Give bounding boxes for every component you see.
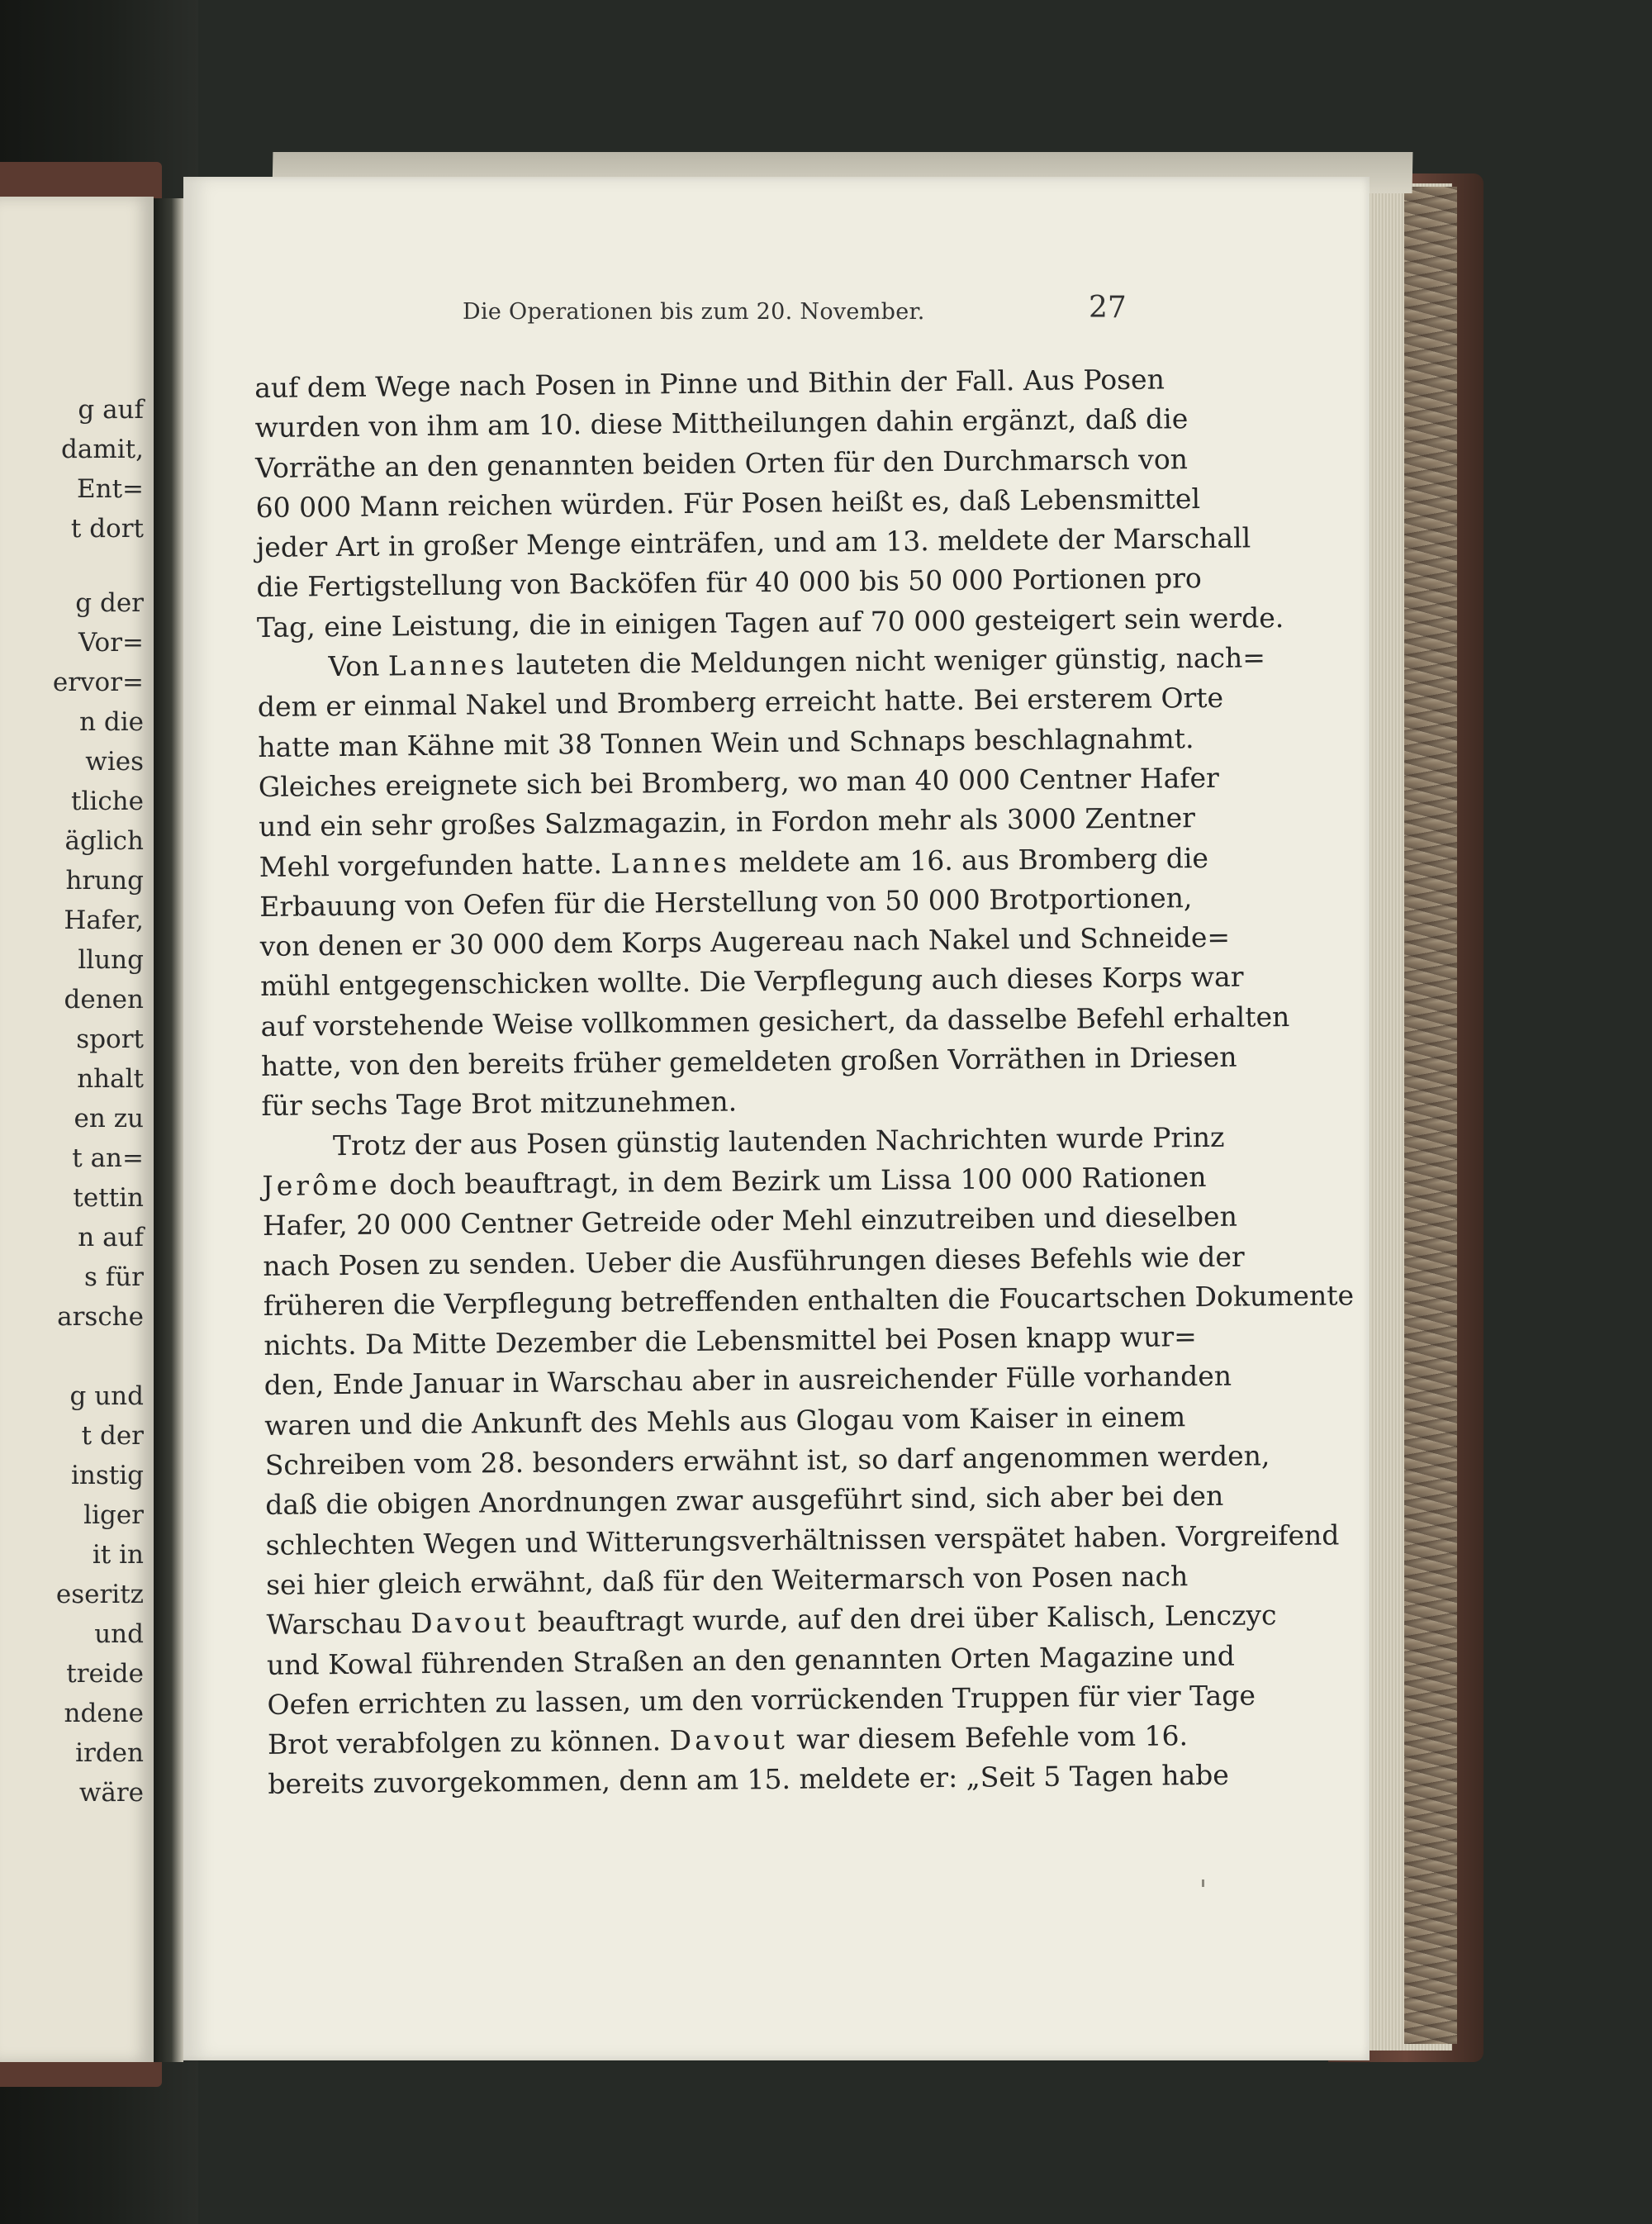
facing-page	[0, 197, 154, 2062]
spaced-name: Lannes	[387, 649, 508, 682]
facing-page-fragment: Hafer,	[64, 905, 144, 935]
text-segment: Tag, eine Leistung, die in einigen Tagen auf 70 000 gesteigert sein werde.	[256, 601, 1284, 644]
text-segment: nach Posen zu senden. Ueber die Ausführungen dieses Befehls wie der	[263, 1240, 1245, 1282]
text-segment: Gleiches ereignete sich bei Bromberg, wo man 40 000 Centner Hafer	[258, 761, 1219, 803]
facing-page-fragment: wies	[85, 747, 144, 777]
text-segment: auf dem Wege nach Posen in Pinne und Bithin der Fall. Aus Posen	[254, 363, 1165, 404]
facing-page-fragment: en zu	[74, 1104, 144, 1133]
facing-page-fragment: denen	[64, 985, 144, 1015]
facing-page-fragment: ervor=	[52, 668, 144, 697]
text-segment: auf vorstehende Weise vollkommen gesichert, da dasselbe Befehl erhalten	[260, 1000, 1290, 1043]
text-segment: 60 000 Mann reichen würden. Für Posen heißt es, daß Lebensmittel	[255, 482, 1201, 524]
text-segment: hatte, von den bereits früher gemeldeten großen Vorräthen in Driesen	[260, 1040, 1237, 1083]
page-number: 27	[1089, 291, 1127, 325]
text-segment: Oefen errichten zu lassen, um den vorrückenden Truppen für vier Tage	[267, 1679, 1256, 1721]
text-segment: dem er einmal Nakel und Bromberg erreicht hatte. Bei ersterem Orte	[257, 682, 1224, 724]
text-segment: sei hier gleich erwähnt, daß für den Weitermarsch von Posen nach	[265, 1560, 1189, 1601]
text-segment: jeder Art in großer Menge einträfen, und am 13. meldete der Marschall	[255, 521, 1251, 564]
text-segment: wurden von ihm am 10. diese Mittheilungen dahin ergänzt, daß die	[254, 402, 1189, 444]
facing-page-fragment: t an=	[72, 1143, 144, 1173]
facing-page-fragment: äglich	[64, 826, 144, 856]
text-segment: Schreiben vom 28. besonders erwähnt ist, so darf angenommen werden,	[264, 1439, 1270, 1481]
book-gutter	[154, 198, 183, 2062]
text-segment: mühl entgegenschicken wollte. Die Verpflegung auch dieses Korps war	[259, 960, 1244, 1003]
facing-page-fragment: tliche	[71, 786, 144, 816]
facing-page-fragment: ndene	[64, 1699, 144, 1728]
facing-page-fragment: hrung	[65, 866, 144, 896]
page-mark	[1202, 1879, 1204, 1887]
facing-page-fragment: s für	[83, 1262, 144, 1292]
spaced-name: Davout	[669, 1723, 789, 1757]
text-segment: Von	[328, 649, 389, 683]
facing-page-fragment: Vor=	[78, 628, 144, 658]
facing-page-fragment: damit,	[61, 435, 144, 464]
text-segment: nichts. Da Mitte Dezember die Lebensmittel bei Posen knapp wur=	[263, 1320, 1197, 1362]
marbled-edge	[1404, 187, 1457, 2044]
facing-page-fragment: tettin	[73, 1183, 144, 1213]
spaced-name: Lannes	[610, 846, 731, 880]
facing-page-fragment: eseritz	[55, 1580, 144, 1609]
facing-page-fragment: t der	[81, 1421, 144, 1451]
facing-page-fragment: wäre	[78, 1778, 144, 1808]
facing-page-fragment: irden	[75, 1738, 144, 1768]
text-segment: Vorräthe an den genannten beiden Orten für den Durchmarsch von	[254, 442, 1189, 484]
facing-page-fragment: treide	[66, 1659, 144, 1689]
text-segment: Trotz der aus Posen günstig lautenden Nachrichten wurde Prinz	[332, 1120, 1225, 1162]
running-head: Die Operationen bis zum 20. November.	[463, 299, 925, 325]
text-segment: und ein sehr großes Salzmagazin, in Fordon mehr als 3000 Zentner	[259, 801, 1196, 844]
facing-page-fragment: nhalt	[77, 1064, 144, 1094]
facing-page-fragment: instig	[70, 1461, 144, 1490]
text-segment: früheren die Verpflegung betreffenden enthalten die Foucartschen Dokumente	[263, 1279, 1355, 1322]
facing-page-fragment: it in	[92, 1540, 144, 1570]
text-segment: Warschau	[266, 1607, 411, 1642]
text-segment: war diesem Befehle vom 16.	[787, 1719, 1189, 1756]
text-segment: schlechten Wegen und Witterungsverhältnissen verspätet haben. Vorgreifend	[265, 1518, 1340, 1561]
facing-page-fragment: sport	[76, 1024, 144, 1054]
text-segment: und Kowal führenden Straßen an den genannten Orten Magazine und	[266, 1639, 1236, 1681]
text-segment: die Fertigstellung von Backöfen für 40 000 bis 50 000 Portionen pro	[256, 562, 1202, 604]
text-segment: beauftragt wurde, auf den drei über Kalisch, Lenczyc	[529, 1599, 1277, 1639]
facing-page-fragment: llung	[78, 945, 144, 975]
text-segment: bereits zuvorgekommen, denn am 15. meldete er: „Seit 5 Tagen habe	[268, 1759, 1230, 1801]
text-segment: meldete am 16. aus Bromberg die	[729, 841, 1209, 879]
text-segment: von denen er 30 000 dem Korps Augereau nach Nakel und Schneide=	[259, 920, 1231, 963]
facing-page-fragment: g und	[69, 1381, 144, 1411]
text-segment: Hafer, 20 000 Centner Getreide oder Mehl einzutreiben und dieselben	[262, 1200, 1238, 1243]
facing-page-fragment: g der	[75, 588, 144, 618]
text-segment: daß die obigen Anordnungen zwar ausgeführt sind, sich aber bei den	[265, 1480, 1224, 1522]
text-segment: den, Ende Januar in Warschau aber in ausreichender Fülle vorhanden	[263, 1360, 1232, 1402]
facing-page-fragment: g auf	[78, 395, 144, 425]
text-segment: für sechs Tage Brot mitzunehmen.	[261, 1085, 738, 1123]
facing-page-fragment: Ent=	[76, 474, 144, 504]
text-segment: hatte man Kähne mit 38 Tonnen Wein und Schnaps beschlagnahmt.	[258, 721, 1194, 763]
text-segment: Erbauung von Oefen für die Herstellung von 50 000 Brotportionen,	[259, 881, 1193, 923]
facing-page-fragment: n auf	[78, 1223, 144, 1252]
spaced-name: Davout	[410, 1606, 529, 1640]
text-segment: doch beauftragt, in dem Bezirk um Lissa 100 000 Rationen	[380, 1160, 1207, 1201]
facing-page-fragment: und	[94, 1619, 144, 1649]
facing-page-fragment: t dort	[70, 514, 144, 544]
spaced-name: Jerôme	[262, 1168, 381, 1202]
facing-page-fragment: arsche	[57, 1302, 144, 1332]
text-segment: lauteten die Meldungen nicht weniger günstig, nach=	[507, 641, 1266, 682]
text-segment: Brot verabfolgen zu können.	[267, 1724, 670, 1761]
body-text	[254, 360, 1355, 1805]
facing-page-fragment: n die	[79, 707, 144, 737]
text-segment: waren und die Ankunft des Mehls aus Glogau vom Kaiser in einem	[264, 1400, 1186, 1442]
facing-page-fragment: liger	[83, 1500, 144, 1530]
text-segment: Mehl vorgefunden hatte.	[259, 847, 611, 883]
